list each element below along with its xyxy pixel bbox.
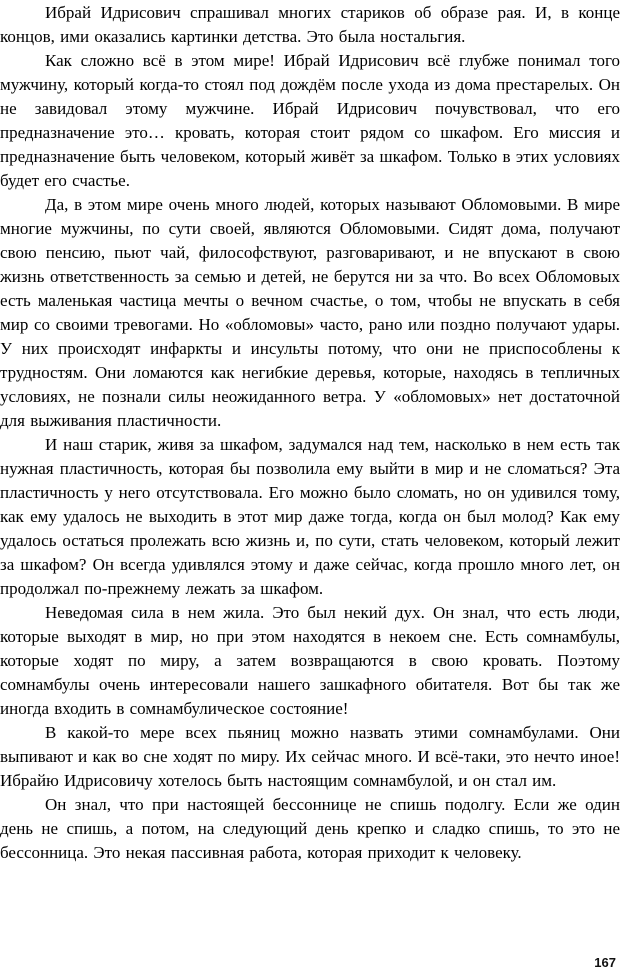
paragraph: Неведомая сила в нем жила. Это был некий дух. Он знал, что есть люди, которые выходят в мир, но при этом находятся в некоем сне. Есть сомнамбулы, которые ходят по миру, а затем возвращаются в свою кровать. Поэтому сомнамбулы очень интересовали нашего зашкафного обитателя. Вот бы так же иногда входить в сомнамбулическое состояние! (0, 603, 620, 718)
paragraph: И наш старик, живя за шкафом, задумался над тем, насколько в нем есть так нужная пластичность, которая бы позволила ему выйти в мир и не сломаться? Эта пластичность у него отсутствовала. Его можно было сломать, но он удивился тому, как ему удалось не выходить в этот мир даже тогда, когда он был молод? Как ему удалось остаться пролежать всю жизнь и, по сути, стать человеком, который лежит за шкафом? Он всегда удивлялся этому и даже сейчас, когда прошло много лет, он продолжал по-прежнему лежать за шкафом. (0, 435, 620, 598)
paragraph: Да, в этом мире очень много людей, которых называют Обломовыми. В мире многие мужчины, по сути своей, являются Обломовыми. Сидят дома, получают свою пенсию, пьют чай, философствуют, разговаривают, и не впускают в свою жизнь ответственность за семью и детей, не берутся ни за что. Во всех Обломовых есть маленькая частица мечты о вечном счастье, о том, чтобы не впускать в себя мир со своими тревогами. Но «обломовы» часто, рано или поздно получают удары. У них происходят инфаркты и инсульты потому, что они не приспособлены к трудностям. Они ломаются как негибкие деревья, которые, находясь в тепличных условиях, не познали силы неожиданного ветра. У «обломовых» нет достаточной для выживания пластичности. (0, 195, 620, 430)
page-number: 167 (594, 955, 616, 970)
paragraph: Он знал, что при настоящей бессоннице не спишь подолгу. Если же один день не спишь, а потом, на следующий день крепко и сладко спишь, то это не бессонница. Это некая пассивная работа, которая приходит к человеку. (0, 795, 620, 862)
paragraph: В какой-то мере всех пьяниц можно назвать этими сомнамбулами. Они выпивают и как во сне ходят по миру. Их сейчас много. И всё-таки, это нечто иное! Ибрайю Идрисовичу хотелось быть настоящим сомнамбулой, и он стал им. (0, 723, 620, 790)
paragraph: Как сложно всё в этом мире! Ибрай Идрисович всё глубже понимал того мужчину, который когда-то стоял под дождём после ухода из дома престарелых. Он не завидовал этому мужчине. Ибрай Идрисович почувствовал, что его предназначение это… кровать, которая стоит рядом со шкафом. Его миссия и предназначение быть человеком, который живёт за шкафом. Только в этих условиях будет его счастье. (0, 51, 620, 190)
paragraph: Ибрай Идрисович спрашивал многих стариков об образе рая. И, в конце концов, ими оказались картинки детства. Это была ностальгия. (0, 3, 620, 46)
